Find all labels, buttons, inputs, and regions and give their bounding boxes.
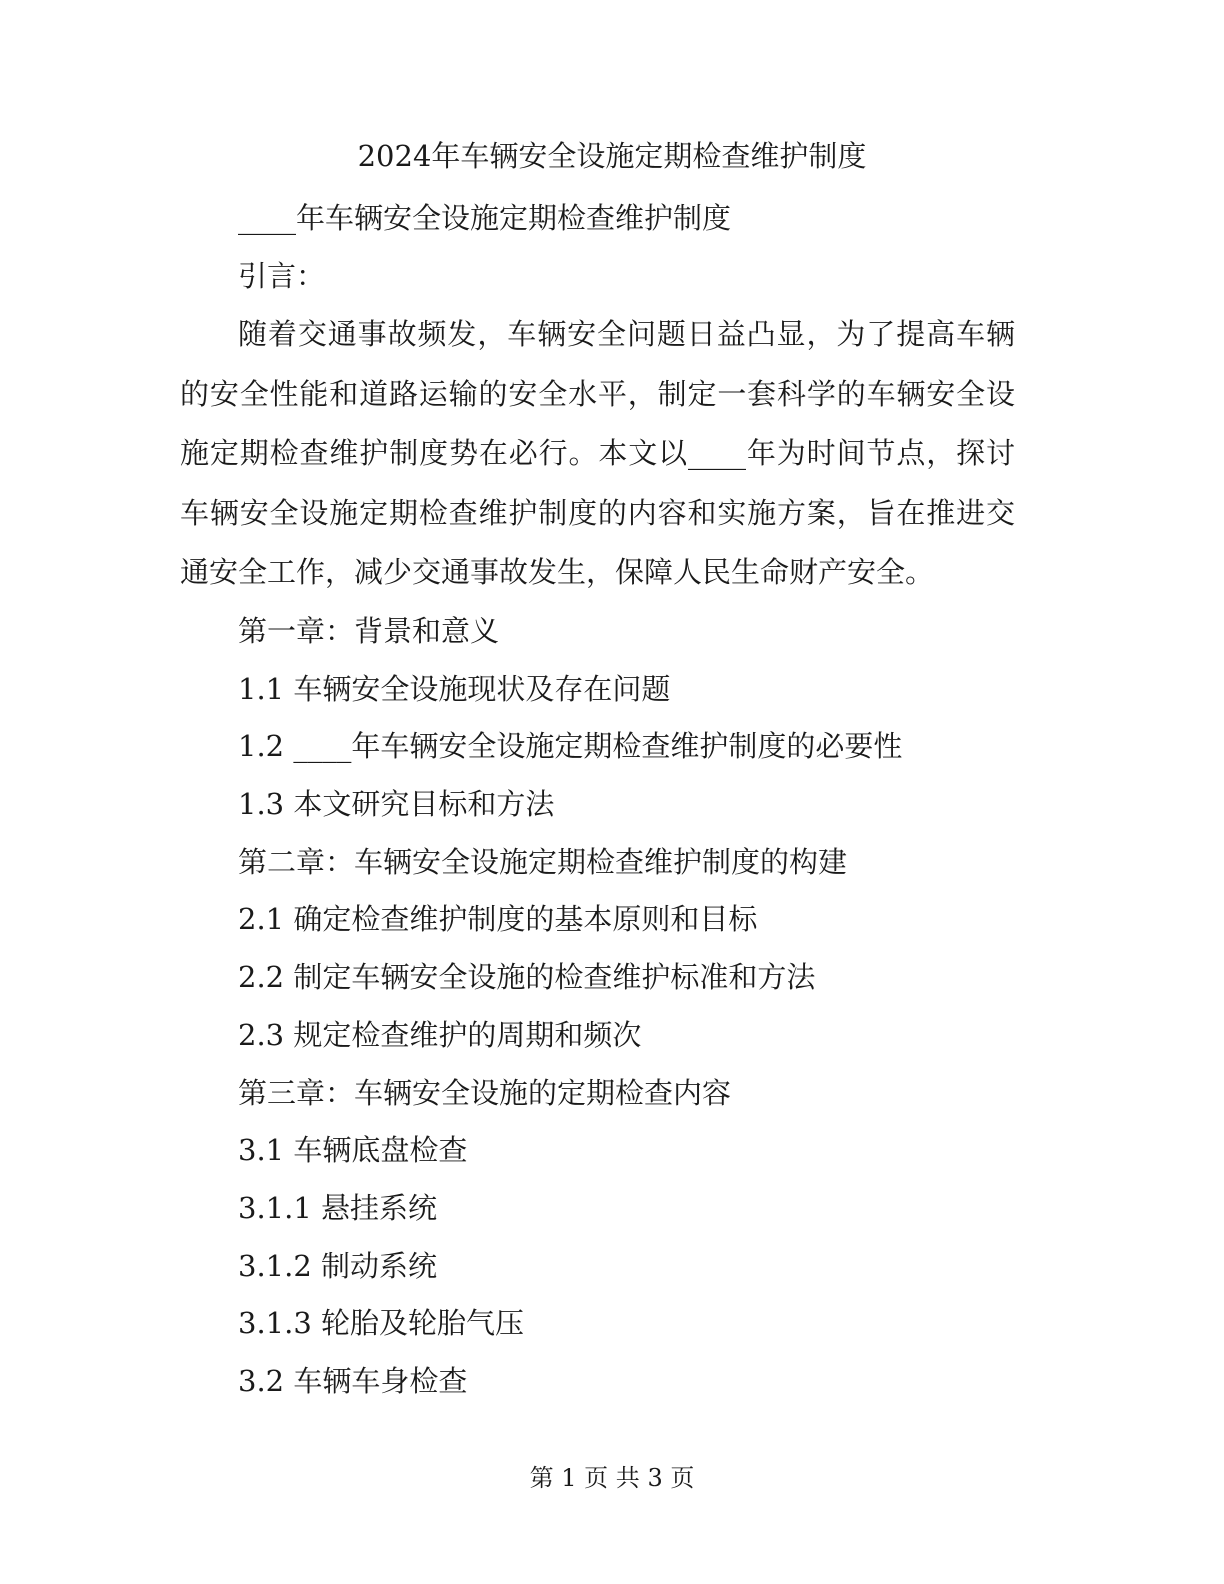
outline-item-3-1-3: 3.1.3 轮胎及轮胎气压 [238, 1306, 525, 1341]
document-subtitle: ____年车辆安全设施定期检查维护制度 [238, 201, 732, 235]
intro-paragraph: 随着交通事故频发，车辆安全问题日益凸显，为了提高车辆的安全性能和道路运输的安全水平，制定一套科学的车辆安全设施定期检查维护制度势在必行。本文以____年为时间节点，探讨车辆安全设施定期检查维护制度的内容和实施方案，旨在推进交通安全工作，减少交通事故发生，保障人民生命财产安全。 [180, 317, 1015, 590]
outline-item-2-1: 2.1 确定检查维护制度的基本原则和目标 [238, 902, 758, 937]
outline-item-3-1-1: 3.1.1 悬挂系统 [238, 1190, 438, 1225]
page-number: 第 1 页 共 3 页 [529, 1464, 695, 1492]
outline-item-1-2: 1.2 ____年车辆安全设施定期检查维护制度的必要性 [238, 729, 903, 764]
outline-item-3-1: 3.1 车辆底盘检查 [238, 1133, 468, 1168]
outline-item-3-1-2: 3.1.2 制动系统 [238, 1248, 438, 1283]
outline-item-2-2: 2.2 制定车辆安全设施的检查维护标准和方法 [238, 960, 816, 995]
outline-item-1-1: 1.1 车辆安全设施现状及存在问题 [238, 671, 671, 706]
outline-chapter-2: 第二章：车辆安全设施定期检查维护制度的构建 [238, 844, 848, 879]
outline-chapter-1: 第一章：背景和意义 [238, 613, 500, 648]
outline-chapter-3: 第三章：车辆安全设施的定期检查内容 [238, 1075, 732, 1110]
outline-item-2-3: 2.3 规定检查维护的周期和频次 [238, 1017, 642, 1052]
document-title: 2024年车辆安全设施定期检查维护制度 [357, 139, 867, 173]
intro-heading: 引言： [238, 258, 326, 293]
outline-item-1-3: 1.3 本文研究目标和方法 [238, 787, 555, 822]
document-body [180, 190, 1015, 1411]
outline-item-3-2: 3.2 车辆车身检查 [238, 1364, 468, 1399]
